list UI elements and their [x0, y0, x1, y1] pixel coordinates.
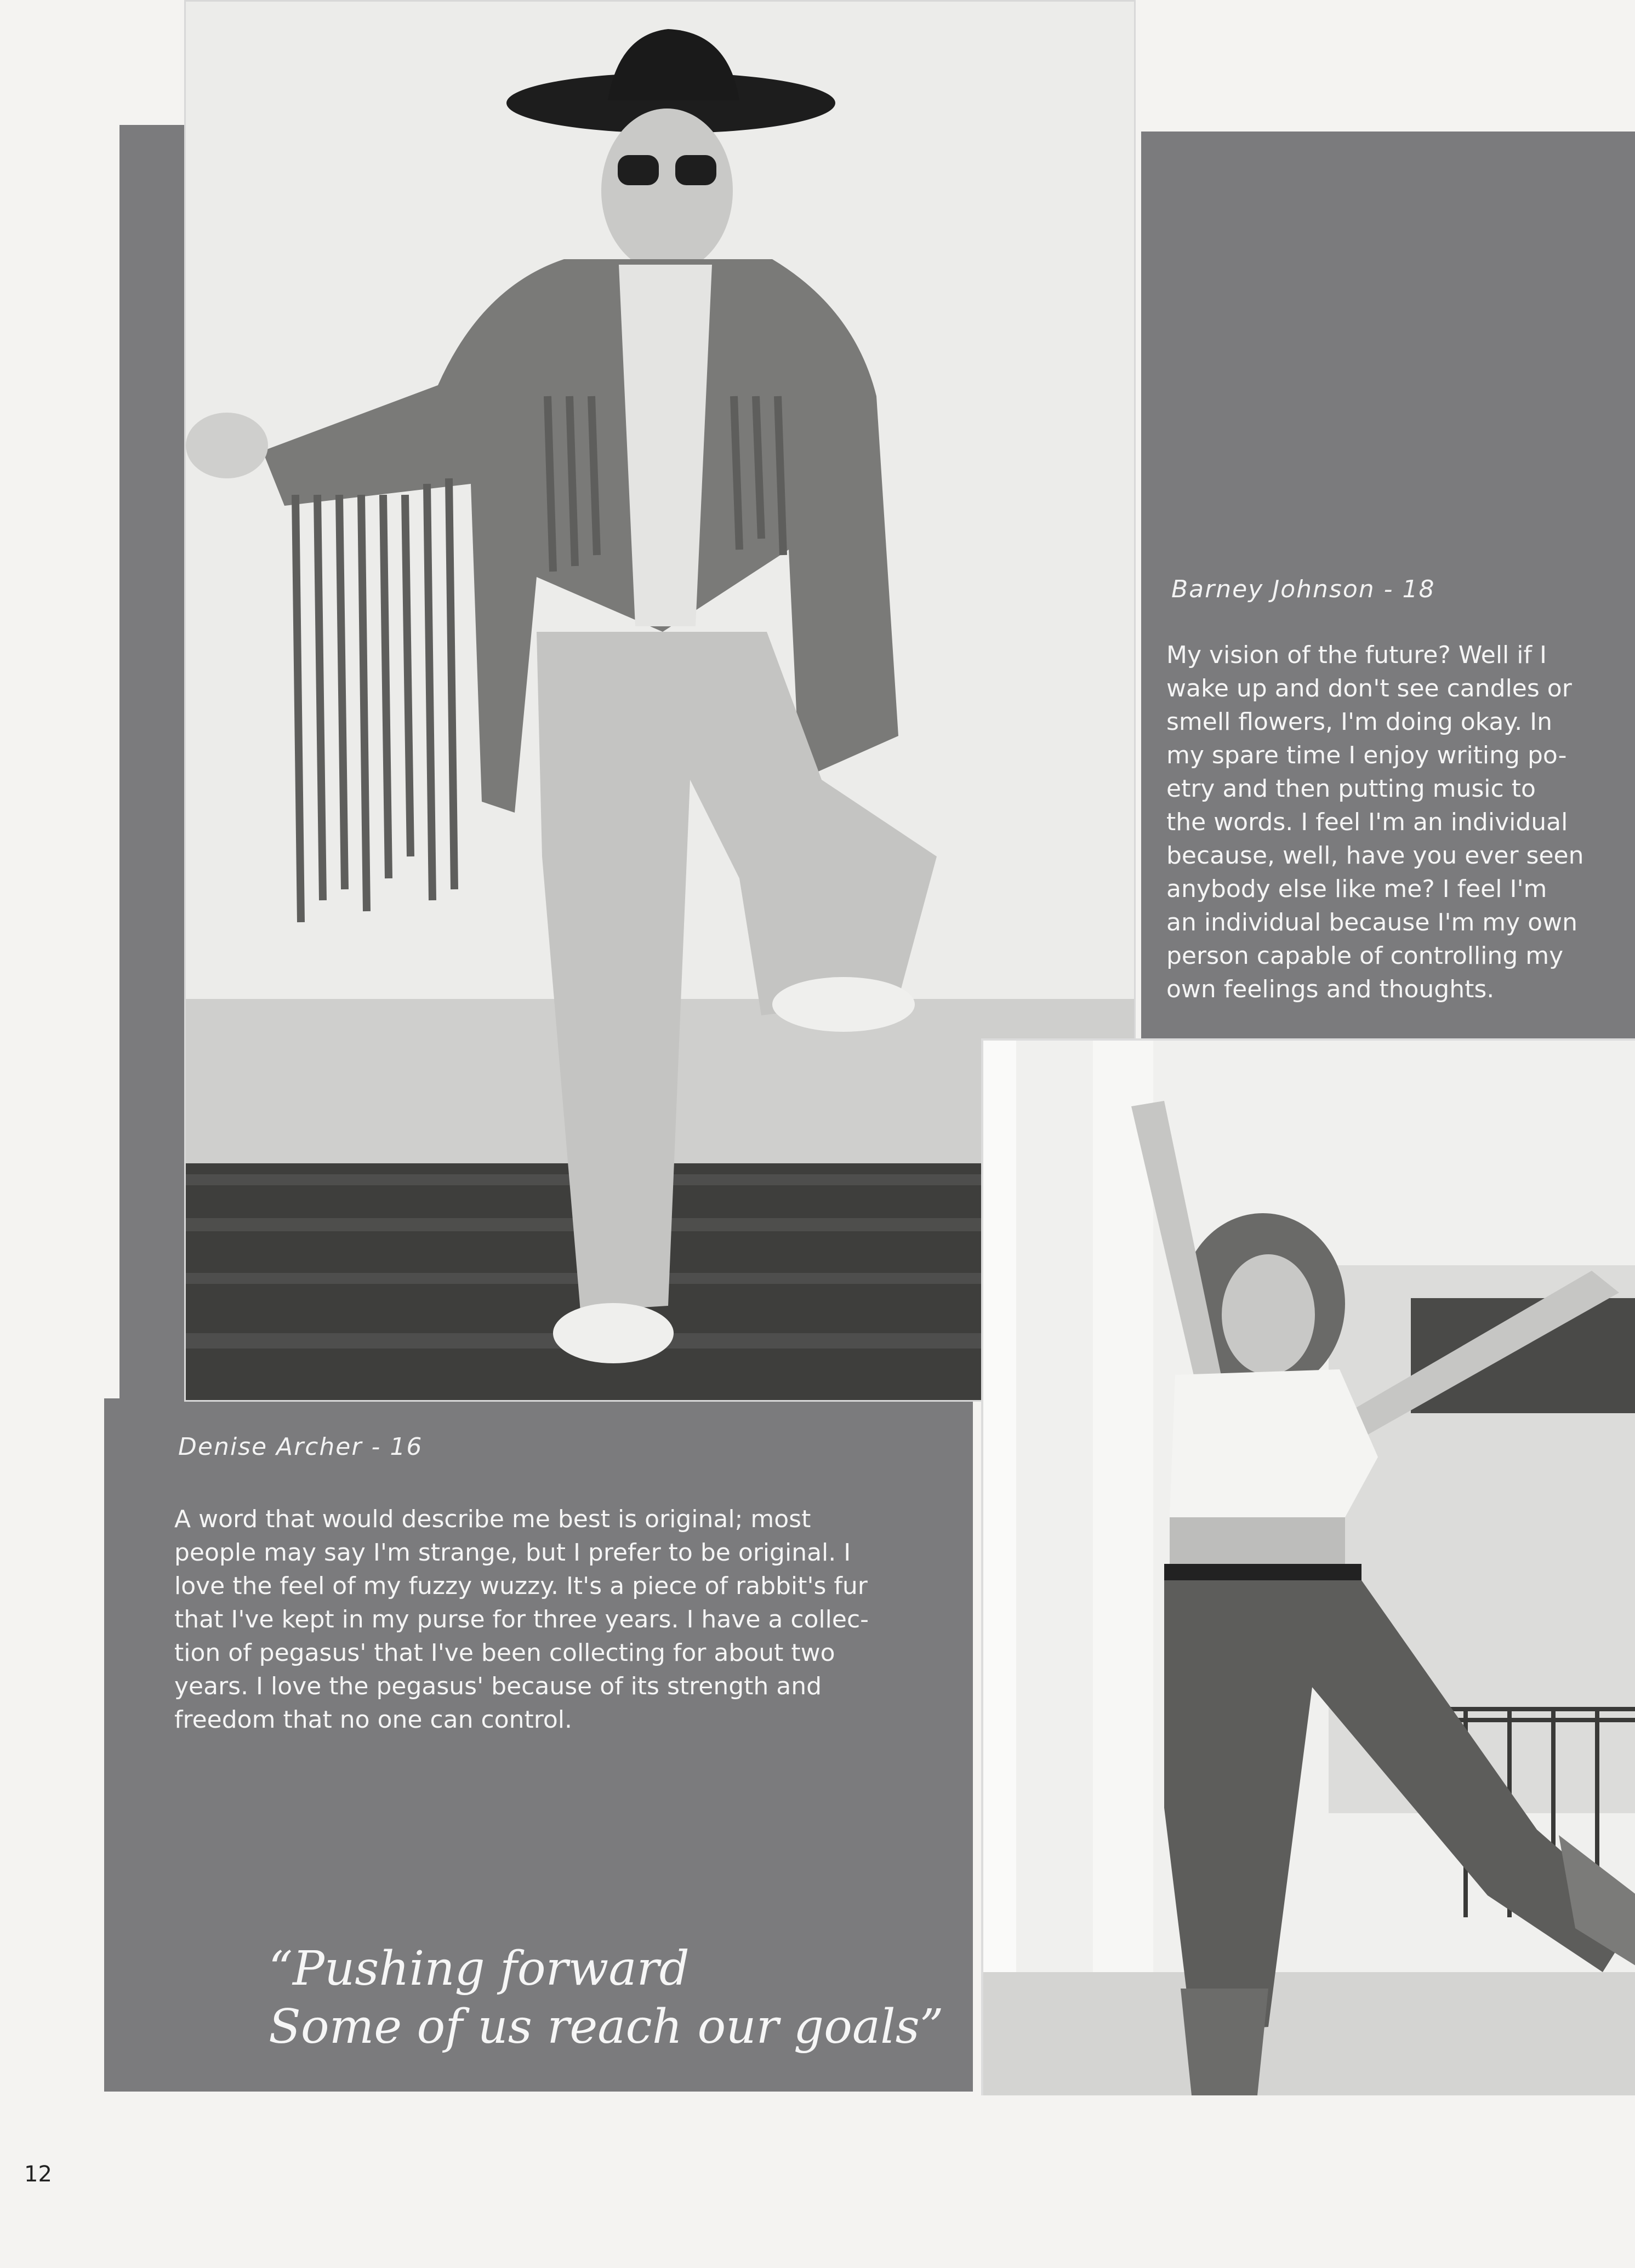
- bio-line: an individual because I'm my own: [1166, 909, 1577, 936]
- bio-line: freedom that no one can control.: [174, 1706, 572, 1734]
- bio-line: that I've kept in my purse for three years. I have a collec-: [174, 1606, 869, 1633]
- denise-bio: [174, 1503, 869, 1736]
- bio-line: etry and then putting music to: [1166, 775, 1536, 803]
- bio-line: My vision of the future? Well if I: [1166, 641, 1547, 669]
- barney-name: Barney Johnson - 18: [1171, 575, 1435, 603]
- bio-line: the words. I feel I'm an individual: [1166, 808, 1568, 836]
- denise-name: Denise Archer - 16: [178, 1433, 423, 1461]
- bio-line: wake up and don't see candles or: [1166, 675, 1572, 702]
- bio-line: my spare time I enjoy writing po-: [1166, 741, 1567, 769]
- bio-line: A word that would describe me best is original; most: [174, 1505, 811, 1533]
- bio-line: smell flowers, I'm doing okay. In: [1166, 708, 1552, 736]
- bio-line: years. I love the pegasus' because of its strength and: [174, 1672, 822, 1700]
- bio-line: tion of pegasus' that I've been collecting for about two: [174, 1639, 835, 1667]
- barney-bio: [1166, 638, 1583, 1006]
- bio-line: because, well, have you ever seen: [1166, 842, 1584, 870]
- tagline-line-2: Some of us reach our goals”: [269, 2000, 944, 2054]
- bio-line: own feelings and thoughts.: [1166, 975, 1495, 1003]
- bio-line: anybody else like me? I feel I'm: [1166, 875, 1547, 903]
- bio-line: person capable of controlling my: [1166, 942, 1564, 970]
- bio-line: people may say I'm strange, but I prefer to be original. I: [174, 1539, 851, 1567]
- left-grey-panel: [119, 125, 190, 1402]
- tagline: [269, 1940, 944, 2056]
- page-number: 12: [24, 2162, 52, 2187]
- bio-line: love the feel of my fuzzy wuzzy. It's a piece of rabbit's fur: [174, 1572, 868, 1600]
- tagline-line-1: “Pushing forward: [269, 1941, 690, 1996]
- denise-photo: [981, 1038, 1635, 2095]
